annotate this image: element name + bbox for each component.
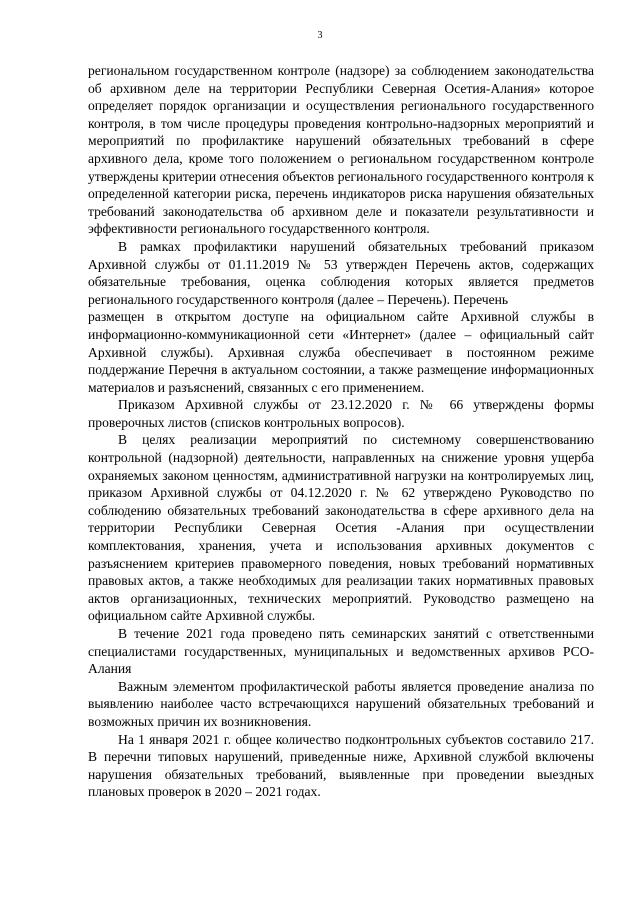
paragraph-4: Приказом Архивной службы от 23.12.2020 г. № 66 утверждены формы проверочных листов (списков контрольных вопросов).	[88, 397, 594, 430]
paragraph-8: На 1 января 2021 г. общее количество подконтрольных субъектов составило 217. В перечни типовых нарушений, приведенные ниже, Архивной службой включены нарушения обязательных требований, выявленные при проведении выездных плановых проверок в 2020 – 2021 годах.	[88, 731, 594, 800]
paragraph-5: В целях реализации мероприятий по системному совершенствованию контрольной (надзорной) деятельности, направленных на снижение уровня ущерба охраняемых законом ценностям, административной нагрузки на контролируемых лиц, приказом Архивной службы от 04.12.2020 г. № 62 утверждено Руководство по соблюдению обязательных требований законодательства в сфере архивного дела на территории Республики Северная Осетия -Алания при осуществлении комплектования, хранения, учета и использования архивных документов с разъяснением критериев правомерного поведения, новых требований нормативных правовых актов, а также необходимых для реализации таких нормативных правовых актов организационных, технических мероприятий. Руководство размещено на официальном сайте Архивной службы.	[88, 432, 594, 624]
paragraph-2: В рамках профилактики нарушений обязательных требований приказом Архивной службы от 01.11.2019 № 53 утвержден Перечень актов, содержащих обязательные требования, оценка соблюдения которых является предметов регионального государственного контроля (далее – Перечень). Перечень	[88, 238, 594, 307]
paragraph-6: В течение 2021 года проведено пять семинарских занятий с ответственными специалистами государственных, муниципальных и ведомственных архивов РСО-Алания	[88, 626, 594, 677]
document-body	[88, 62, 594, 801]
page-number: 3	[317, 30, 323, 41]
paragraph-1: региональном государственном контроле (надзоре) за соблюдением законодательства об архивном деле на территории Республики Северная Осетия-Алания» которое определяет порядок организации и осуществления регионального государственного контроля, в том числе процедуры проведения контрольно-надзорных мероприятий и мероприятий по профилактике нарушений обязательных требований в сфере архивного дела, кроме того положением о региональном государственном контроле утверждены критерии отнесения объектов регионального государственного контроля к определенной категории риска, перечень индикаторов риска нарушения обязательных требований законодательства об архивном деле и показатели результативности и эффективности регионального государственного контроля.	[88, 63, 594, 237]
paragraph-3: размещен в открытом доступе на официальном сайте Архивной службы в информационно-коммуникационной сети «Интернет» (далее – официальный сайт Архивной службы). Архивная служба обеспечивает в постоянном режиме поддержание Перечня в актуальном состоянии, а также размещение информационных материалов и разъяснений, связанных с его применением.	[88, 309, 594, 395]
paragraph-7: Важным элементом профилактической работы является проведение анализа по выявлению наиболее часто встречающихся нарушений обязательных требований и возможных причин их возникновения.	[88, 678, 594, 729]
